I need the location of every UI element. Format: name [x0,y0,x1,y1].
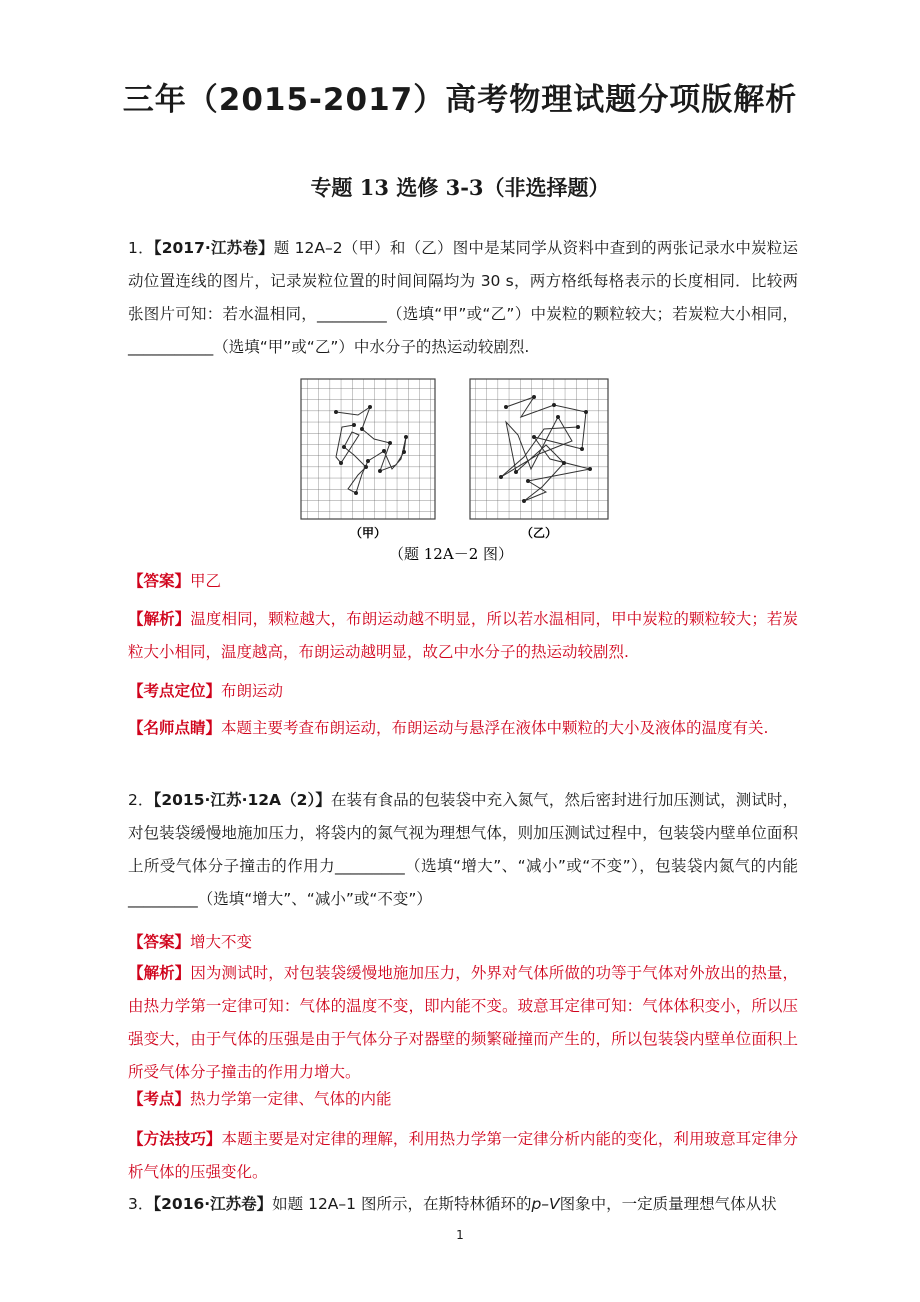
answer-tag: 【答案】 [128,572,191,590]
q1-analysis [128,603,798,669]
analysis-text: 因为测试时，对包装袋缓慢地施加压力，外界对气体所做的功等于气体对外放出的热量，由热力学第一定律可知：气体的温度不变，即内能不变。玻意耳定律可知：气体体积变小，所以压强变大，由于气体的压强是由于气体分子对器壁的频繁碰撞而产生的，所以包装袋内壁单位面积上所受气体分子撞击的作用力增大。 [128,964,798,1081]
grid-jia [301,379,435,519]
tip-text: 本题主要考查布朗运动，布朗运动与悬浮在液体中颗粒的大小及液体的温度有关. [221,719,769,737]
question-text: （选填“甲”或“乙”）中炭粒的颗粒较大；若炭粒大小相同， [386,305,798,323]
knowledge-text: 布朗运动 [221,682,284,700]
question-text: （选填“增大”、“减小”或“不变”），包装袋内氮气的内能 [404,857,798,875]
figure-label-jia: （甲） [349,526,387,540]
q2-knowledge-point [128,1083,798,1116]
answer-tag: 【答案】 [128,933,191,951]
tip-text: 本题主要是对定律的理解，利用热力学第一定律分析内能的变化，利用玻意耳定律分析气体的压强变化。 [128,1130,798,1181]
q2-answer [128,926,798,959]
question-text: （选填“增大”、“减小”或“不变”） [197,890,432,908]
q1-answer [128,565,798,598]
question-text: 题 12A–2（甲）和（乙）图中是某同学从资料中查到的两张记录水中炭粒运动位置连线的图片，记录炭粒位置的时间间隔均为 30 s，两方格纸每格表示的长度相同．比较两张图片可知：若水温相同， [128,239,798,323]
question-source: 【2015·江苏·12A（2）】 [153,791,331,809]
knowledge-tag: 【考点定位】 [128,682,222,700]
figure-label-yi: （乙） [520,526,558,540]
figure-svg [296,377,616,565]
answer-text: 甲乙 [190,572,222,590]
answer-blank: _________ [335,857,405,875]
tip-tag: 【方法技巧】 [128,1130,222,1148]
question-text: 图象中，一定质量理想气体从状 [559,1195,777,1213]
pv-symbol: p–V [531,1195,560,1213]
analysis-text: 温度相同，颗粒越大，布朗运动越不明显，所以若水温相同，甲中炭粒的颗粒较大；若炭粒大小相同，温度越高，布朗运动越明显，故乙中水分子的热运动较剧烈. [128,610,798,661]
question-number: 2． [128,791,154,809]
knowledge-tag: 【考点】 [128,1090,191,1108]
knowledge-text: 热力学第一定律、气体的内能 [190,1090,392,1108]
question-1 [128,232,798,364]
section-subtitle: 专题 13 选修 3-3（非选择题） [310,175,610,200]
page-number: 1 [456,1228,464,1242]
q1-teacher-tip [128,712,798,745]
question-2 [128,784,798,916]
tip-tag: 【名师点睛】 [128,719,222,737]
document-title: 三年（2015-2017）高考物理试题分项版解析 [122,82,798,118]
question-3 [128,1188,798,1221]
grid-yi [470,379,608,519]
brownian-motion-figure [296,377,616,565]
question-source: 【2016·江苏卷】 [153,1195,273,1213]
answer-blank: _________ [317,305,387,323]
q1-knowledge-point [128,675,798,708]
answer-blank: ___________ [128,338,214,356]
analysis-tag: 【解析】 [128,610,191,628]
question-source: 【2017·江苏卷】 [153,239,274,257]
q2-method-tip [128,1123,798,1189]
analysis-tag: 【解析】 [128,964,191,982]
question-text: 在装有食品的包装袋中充入氮气，然后密封进行加压测试，测试时，对包装袋缓慢地施加压力，将袋内的氮气视为理想气体，则加压测试过程中，包装袋内壁单位面积上所受气体分子撞击的作用力 [128,791,798,875]
question-text: （选填“甲”或“乙”）中水分子的热运动较剧烈. [213,338,530,356]
answer-text: 增大不变 [190,933,253,951]
figure-caption: （题 12A－2 图） [389,545,513,563]
answer-blank: _________ [128,890,198,908]
q2-analysis [128,957,798,1089]
question-number: 3． [128,1195,154,1213]
question-text: 如题 12A–1 图所示，在斯特林循环的 [272,1195,532,1213]
question-number: 1． [128,239,154,257]
